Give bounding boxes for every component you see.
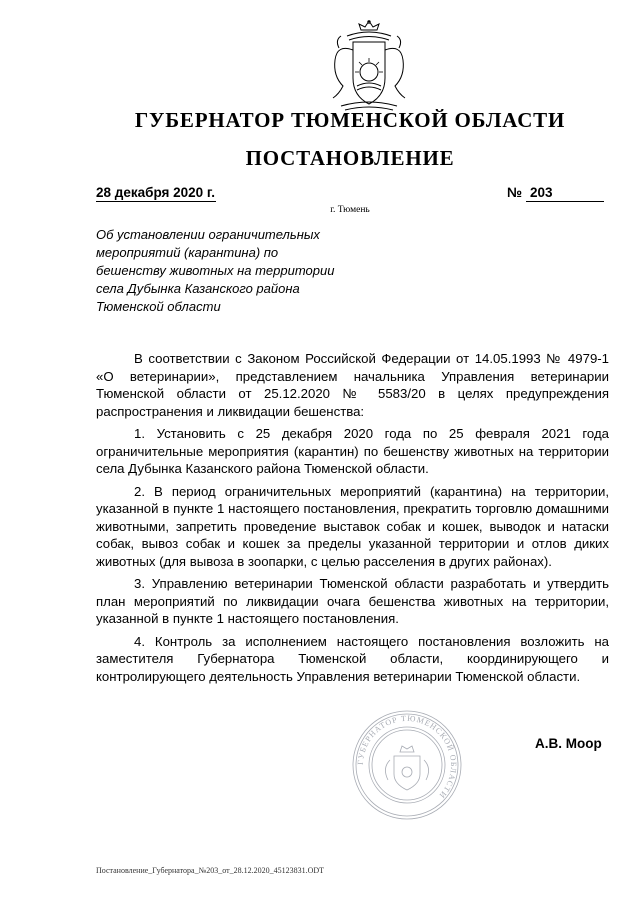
document-type: ПОСТАНОВЛЕНИЕ [245, 146, 455, 170]
subject-line: Об установлении ограничительных [96, 227, 320, 242]
clause-2: 2. В период ограничительных мероприятий (карантина) на территории, указанной в пункте 1 настоящего постановления, прекратить торговлю домашними животными, запретить проведение выставок собак и кошек, выводок и натаски собак, вывоз собак и кошек за пределы указанной территории и отлов диких животных (для вывоза в зоопарки, с целью расселения в других районах). [96, 483, 609, 569]
document-body [96, 350, 609, 690]
subject-line: Тюменской области [96, 299, 221, 314]
number-label: № [507, 185, 523, 200]
official-seal-icon [350, 708, 464, 822]
clause-1: 1. Установить с 25 декабря 2020 года по 25 февраля 2021 года ограничительные мероприятия (карантин) по бешенству животных на территории села Дубынка Казанского района Тюменской области. [96, 426, 609, 476]
document-number: 203 [526, 185, 604, 202]
coat-of-arms-icon [325, 20, 413, 112]
subject-line: села Дубынка Казанского района [96, 281, 300, 296]
clause-4: 4. Контроль за исполнением настоящего постановления возложить на заместителя Губернатора Тюменской области, координирующего и контролирующего деятельность Управления ветеринарии Тюменской области. [96, 633, 609, 684]
preamble-paragraph: В соответствии с Законом Российской Федерации от 14.05.1993 № 4979-1 «О ветеринарии», представлением начальника Управления ветеринарии Тюменской области от 25.12.2020 № 5583/20 в целях предупреждения распространения и ликвидации бешенства: [96, 351, 609, 419]
issuer-title: ГУБЕРНАТОР ТЮМЕНСКОЙ ОБЛАСТИ [134, 108, 566, 132]
city-label: г. Тюмень [330, 205, 370, 215]
subject-line: бешенству животных на территории [96, 263, 335, 278]
document-date: 28 декабря 2020 г. [96, 185, 215, 200]
signature-name: А.В. Моор [535, 736, 602, 751]
clause-3: 3. Управлению ветеринарии Тюменской области разработать и утвердить план мероприятий по ликвидации очага бешенства животных на территории, указанной в пункте 1 настоящего постановления. [96, 576, 609, 626]
seal-text: ГУБЕРНАТОР ТЮМЕНСКОЙ ОБЛАСТИ [355, 713, 459, 801]
file-name-footer: Постановление_Губернатора_№203_от_28.12.2020_45123831.ODT [96, 866, 325, 875]
subject-line: мероприятий (карантина) по [96, 245, 279, 260]
document-subject [96, 226, 396, 316]
